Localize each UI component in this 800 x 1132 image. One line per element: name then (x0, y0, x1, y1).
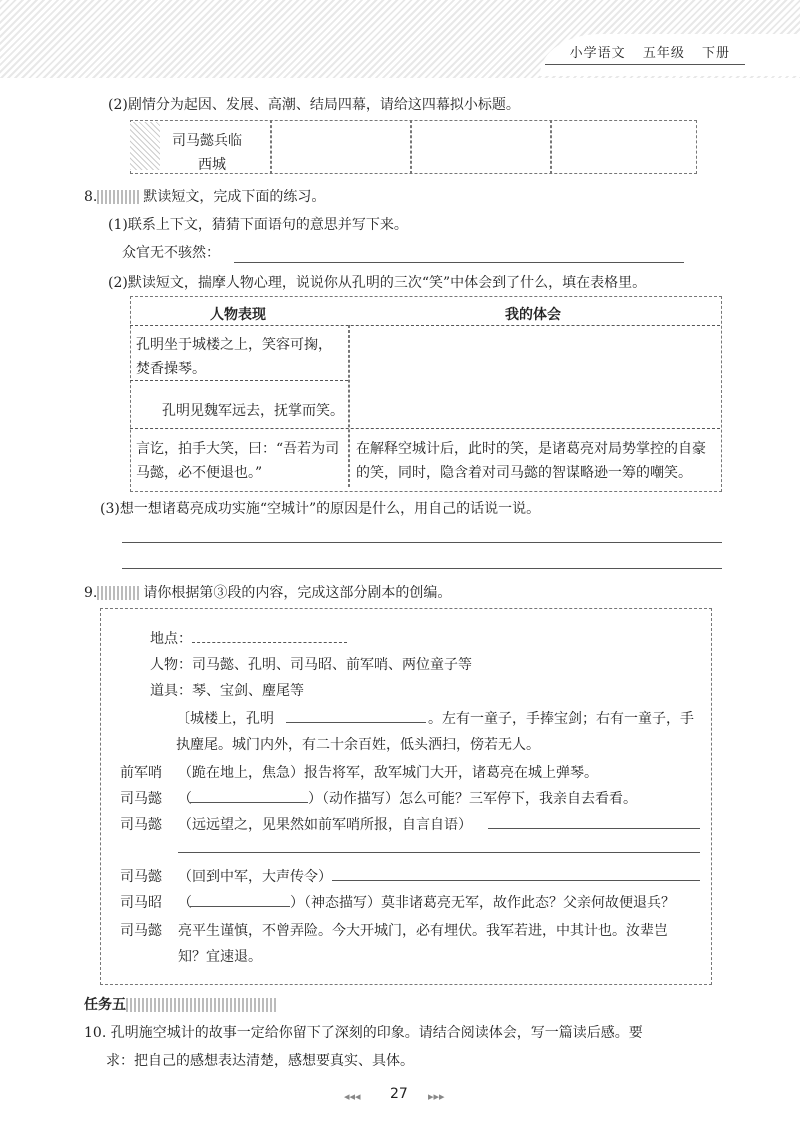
q10-number: 10. (84, 1025, 107, 1041)
line1-text: （跪在地上，焦急）报告将军，敌军城门大开，诸葛亮在城上弹琴。 (178, 765, 598, 781)
q10-text1: 孔明施空城计的故事一定给你留下了深刻的印象。请结合阅读体会，写一篇读后感。要 (110, 1025, 643, 1041)
q9-place-blank[interactable] (192, 642, 347, 643)
q2-divider-2 (410, 120, 412, 174)
task5-label: 任务五 (84, 997, 126, 1013)
q10-line2: 求：把自己的感想表达清楚，感想要真实、具体。 (106, 1053, 414, 1069)
header-subject: 小学语文 (569, 46, 626, 61)
q2-divider-1 (270, 120, 272, 174)
line2-text: ）（动作描写）怎么可能？三军停下，我亲自去看看。 (308, 791, 637, 807)
line2-open: （ (178, 791, 192, 807)
line6-text: 亮平生谨慎，不曾弄险。今大开城门，必有埋伏。我军若进，中其计也。汝辈岂 (178, 923, 668, 939)
q9-heading (84, 582, 451, 602)
page-ornament-left: ◂◂◂ (344, 1090, 361, 1103)
scan-noise (130, 122, 160, 170)
q9-people: 人物：司马懿、孔明、司马昭、前军哨、两位童子等 (150, 657, 472, 673)
q9-scene-3: 执麈尾。城门内外，有二十余百姓，低头洒扫，傍若无人。 (176, 737, 540, 753)
line1-role: 前军哨 (120, 765, 162, 781)
table-row-rule-2 (130, 428, 720, 429)
line3-text: （远远望之，见果然如前军哨所报，自言自语） (178, 817, 472, 833)
table-col-divider (348, 325, 350, 487)
header-rule (545, 64, 745, 65)
line3-blank-1[interactable] (488, 828, 700, 829)
line3-blank-2[interactable] (178, 852, 700, 853)
table-row2: 孔明见魏军远去，抚掌而笑。 (162, 403, 344, 419)
line6-text-2: 知？宜速退。 (178, 949, 262, 965)
q2-divider-3 (550, 120, 552, 174)
q8-number: 8. (84, 189, 98, 205)
table-head-2: 我的体会 (505, 307, 561, 323)
line5-role: 司马昭 (120, 895, 162, 911)
line4-text: （回到中军，大声传令） (178, 869, 332, 885)
q8-sub3-line1[interactable] (122, 542, 722, 543)
table-head-rule (130, 325, 720, 326)
page-number: 27 (390, 1086, 408, 1102)
q2-box1-line1: 司马懿兵临 (172, 133, 242, 149)
q8-sub1-answer-line[interactable] (234, 262, 684, 263)
table-row3-left: 言讫，拍手大笑，曰：“吾若为司马懿，必不便退也。” (136, 441, 340, 481)
q8-sub1: (1)联系上下文，猜猜下面语句的意思并写下来。 (108, 217, 408, 233)
q8-sub1-prompt: 众官无不骇然： (122, 245, 220, 261)
q9-scene-2: 。左有一童子，手捧宝剑；右有一童子，手 (428, 711, 694, 727)
table-row1: 孔明坐于城楼之上，笑容可掬，焚香操琴。 (136, 337, 332, 377)
line3-role: 司马懿 (120, 817, 162, 833)
header-volume: 下册 (701, 46, 730, 61)
line2-role: 司马懿 (120, 791, 162, 807)
q8-sub3-line2[interactable] (122, 568, 722, 569)
q8-tag (97, 190, 141, 204)
q9-scene-1: 〔城楼上，孔明 (176, 711, 274, 727)
q10-line1 (84, 1022, 643, 1042)
header-grade: 五年级 (642, 46, 685, 61)
task5-tag (126, 998, 276, 1012)
q9-scene-blank[interactable] (286, 722, 426, 723)
page-ornament-right: ▸▸▸ (428, 1090, 445, 1103)
q2-text: (2)剧情分为起因、发展、高潮、结局四幕，请给这四幕拟小标题。 (108, 97, 520, 113)
table-row3-right: 在解释空城计后，此时的笑，是诸葛亮对局势掌控的自豪的笑，同时，隐含着对司马懿的智谋略逊一筹的嘲笑。 (356, 441, 706, 481)
q2-box1-line2: 西城 (198, 157, 226, 173)
q8-heading (84, 186, 325, 206)
q9-number: 9. (84, 585, 98, 601)
table-head-1: 人物表现 (210, 307, 266, 323)
line5-blank[interactable] (190, 906, 290, 907)
q8-title: 默读短文，完成下面的练习。 (143, 189, 326, 205)
line5-open: （ (178, 895, 192, 911)
line5-text: ）（神态描写）莫非诸葛亮无军，故作此态？父亲何故便退兵？ (290, 895, 675, 911)
task5-heading (84, 994, 278, 1014)
line6-role: 司马懿 (120, 923, 162, 939)
q8-sub2: (2)默读短文，揣摩人物心理，说说你从孔明的三次“笑”中体会到了什么，填在表格里。 (108, 275, 647, 291)
line4-blank[interactable] (332, 880, 700, 881)
q9-props: 道具：琴、宝剑、麈尾等 (150, 683, 304, 699)
page-header (558, 42, 730, 61)
line2-blank[interactable] (190, 802, 308, 803)
line4-role: 司马懿 (120, 869, 162, 885)
q9-tag (97, 586, 141, 600)
q8-sub3: (3)想一想诸葛亮成功实施“空城计”的原因是什么，用自己的话说一说。 (100, 501, 541, 517)
q9-place: 地点： (150, 631, 192, 647)
q9-title: 请你根据第③段的内容，完成这部分剧本的创编。 (143, 585, 452, 601)
